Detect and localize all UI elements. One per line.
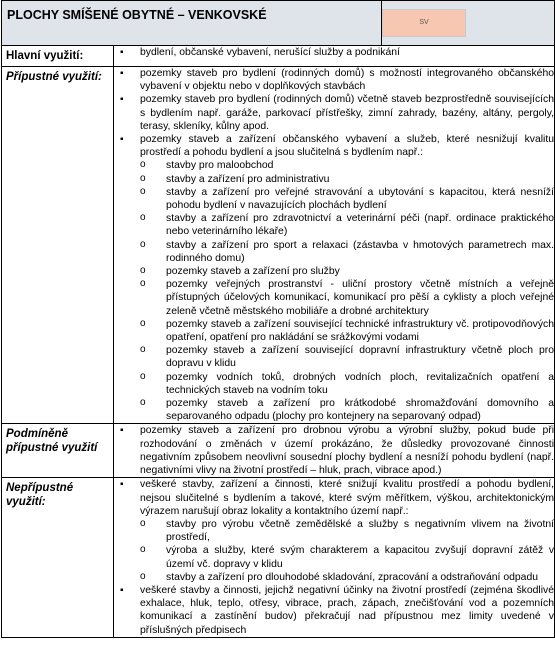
section-label: Nepřípustné využití: [6, 482, 74, 509]
section-row-conditional-use [2, 424, 555, 478]
section-row-prohibited-use [2, 478, 555, 637]
bullet-list [114, 67, 554, 423]
section-label: Přípustné využití: [6, 71, 102, 83]
sub-list [140, 159, 554, 423]
list-item: ▪ bydlení, občanské vybavení, nerušící služby a podnikání [114, 46, 554, 59]
page-title: PLOCHY SMÍŠENÉ OBYTNÉ – VENKOVSKÉ [7, 8, 267, 22]
list-item: ▪ veškeré stavby a činnosti, jejichž negativní účinky na životní prostředí (zejména škodlivé exhalace, hluk, teplo, otřesy, vibrace, prach, zápach, znečišťování vod a pozemních komunikací a zastínění budov) překračují nad přípustnou mez limity uvedené v příslušných předpisech [114, 584, 554, 637]
sub-list-item: o pozemky vodních toků, drobných vodních ploch, revitalizačních opatření a technických staveb na vodním toku [140, 371, 554, 397]
sub-list [140, 518, 554, 584]
sub-list-item: o stavby a zařízení pro sport a relaxaci (zástavba v hmotových parametrech max. rodinného domu) [140, 239, 554, 265]
sub-list-item: o stavby a zařízení pro veřejné stravování a ubytování s kapacitou, která nesníží pohodu bydlení v navazujících plochách bydlení [140, 186, 554, 212]
sub-list-item: o stavby a zařízení pro dlouhodobé skladování, zpracování a odstraňování odpadu [140, 571, 554, 584]
list-item: ▪ pozemky staveb pro bydlení (rodinných domů) včetně staveb bezprostředně souvisejících s bydlením např. garáže, parkovací přístřešky, zimní zahrady, bazény, altány, pergoly, terasy, skleníky, kůlny apod. [114, 93, 554, 133]
list-item: ▪ pozemky staveb a zařízení pro drobnou výrobu a výrobní služby, pokud bude při rozhodování o změnách v území prokázáno, že důsledky provozované činnosti negativním způsobem neovlivní sousední plochy bydlení a nesníží pohodu bydlení (např. negativními vlivy na životní prostředí – hluk, prach, vibrace apod.) [114, 424, 554, 477]
regulation-document [1, 0, 554, 638]
regulation-table [1, 0, 555, 638]
sub-list-item: o pozemky staveb a zařízení pro služby [140, 265, 554, 278]
list-item-text: veškeré stavby, zařízení a činnosti, které snižují kvalitu prostředí a pohodu bydlení, nejsou slučitelné s bydlením a takové, které svým měřítkem, výškou, architektonickým výrazem narušují obraz lokality a kontaktního území např.: [140, 479, 555, 517]
section-label: Podmíněně přípustné využití [6, 428, 98, 455]
section-row-main-use [2, 46, 555, 67]
sub-list-item: o stavby pro maloobchod [140, 159, 554, 172]
section-label-cell [2, 67, 114, 424]
sub-list-item: o stavby a zařízení pro zdravotnictví a veterinární péči (např. ordinace praktického nebo veterinárního lékaře) [140, 212, 554, 238]
section-content [114, 46, 555, 67]
section-label-cell [2, 424, 114, 478]
section-row-permitted-use [2, 67, 555, 424]
list-item: ▪ pozemky staveb pro bydlení (rodinných domů) s možností integrovaného občanského vybavení v objektu nebo v doplňkových stavbách [114, 67, 554, 93]
section-content [114, 478, 555, 637]
sub-list-item: o pozemky staveb a zařízení související technické infrastruktury vč. protipovodňových opatření, opatření pro nakládání se srážkovými vodami [140, 318, 554, 344]
zone-code-badge: SV [382, 9, 466, 37]
list-item-text: pozemky staveb a zařízení občanského vybavení a služeb, které nesnižují kvalitu prostředí a pohodu bydlení a jsou slučitelná s bydlením např.: [140, 134, 555, 159]
header-code-cell [382, 1, 555, 46]
sub-list-item: o pozemky staveb a zařízení pro krátkodobé shromažďování domovního a separovaného odpadu (plochy pro kontejnery na separovaný odpad) [140, 397, 554, 423]
sub-list-item: o pozemky staveb a zařízení související dopravní infrastruktury včetně ploch pro dopravu v klidu [140, 344, 554, 370]
sub-list-item: o pozemky veřejných prostranství - uliční prostory včetně místních a veřejně přístupných účelových komunikací, komunikací pro pěší a cyklisty a ploch veřejné zeleně včetně městského mobiliáře a drobné architektury [140, 278, 554, 318]
list-item [114, 133, 554, 423]
bullet-list [114, 46, 554, 59]
section-label-cell [2, 46, 114, 67]
bullet-list [114, 424, 554, 477]
section-content [114, 67, 555, 424]
header-row [2, 1, 555, 46]
list-item [114, 478, 554, 584]
section-label-cell [2, 478, 114, 637]
sub-list-item: o stavby a zařízení pro administrativu [140, 173, 554, 186]
section-label: Hlavní využití: [6, 50, 84, 62]
bullet-list [114, 478, 554, 636]
sub-list-item: o stavby pro výrobu včetně zemědělské a služby s negativním vlivem na životní prostředí, [140, 518, 554, 544]
section-content [114, 424, 555, 478]
sub-list-item: o výroba a služby, které svým charakterem a kapacitou zvyšují dopravní zátěž v území vč. dopravy v klidu [140, 544, 554, 570]
header-title-cell [2, 1, 382, 46]
